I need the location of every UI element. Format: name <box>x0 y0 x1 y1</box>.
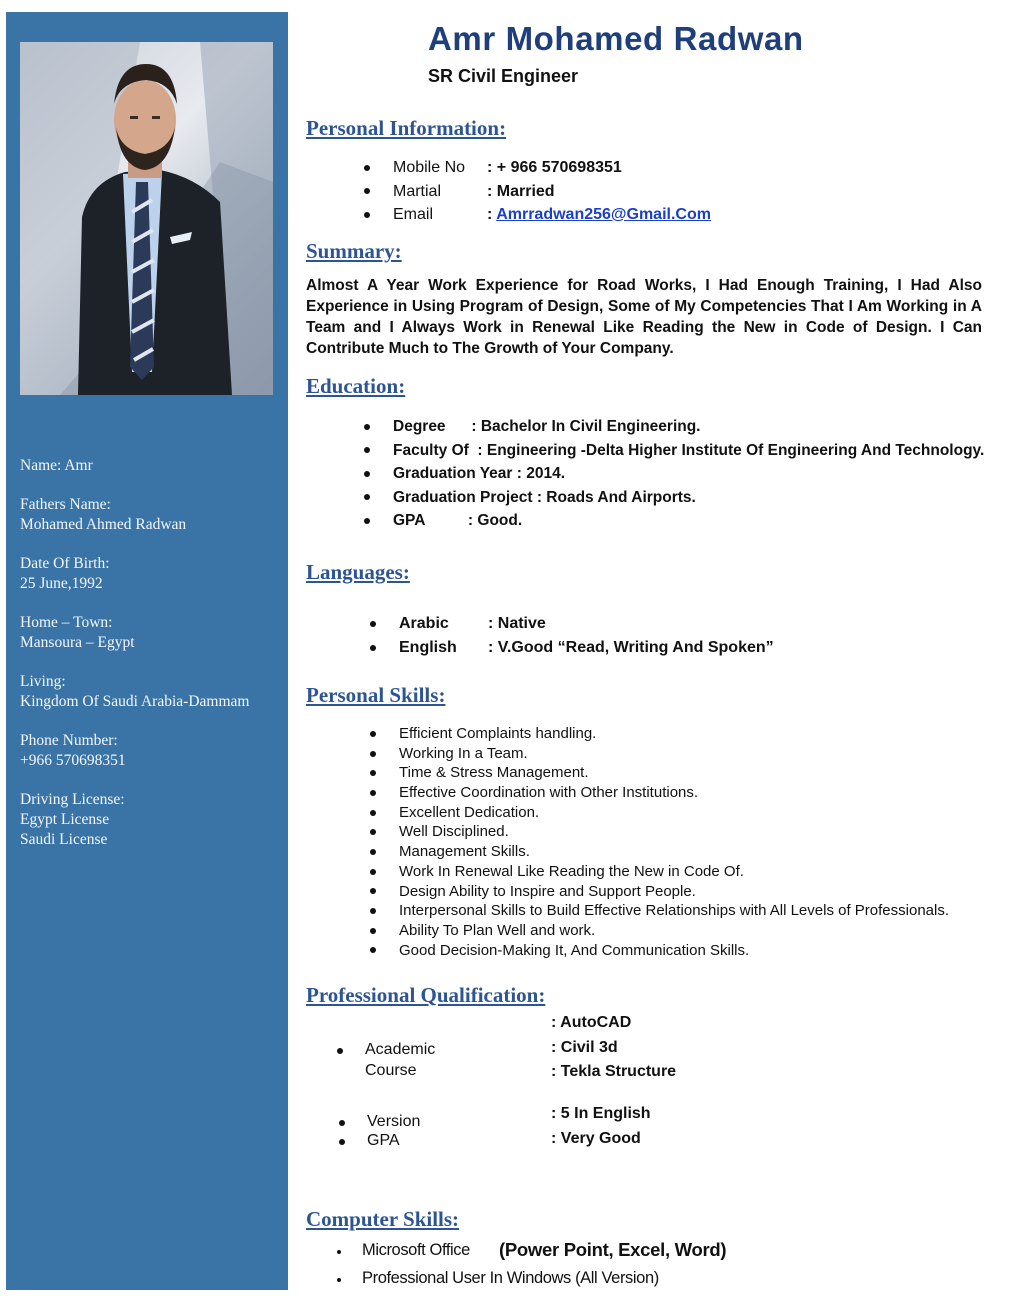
personal-information-heading: Personal Information: <box>306 116 507 140</box>
candidate-name: Amr Mohamed Radwan <box>428 20 804 57</box>
sidebar-detail-line: Name: Amr <box>20 457 93 474</box>
list-item: Arabic : Native <box>399 612 774 636</box>
sidebar-detail-line: Mansoura – Egypt <box>20 634 135 651</box>
microsoft-office-apps: (Power Point, Excel, Word) <box>499 1239 727 1260</box>
sidebar-detail-line: Egypt License <box>20 811 110 828</box>
languages-heading: Languages: <box>306 560 410 584</box>
sidebar-detail-block <box>20 456 282 476</box>
sidebar-detail-block <box>20 672 282 712</box>
bullet-icon <box>337 1250 341 1254</box>
list-item: Martial : Married <box>393 180 711 204</box>
profile-photo <box>20 42 273 395</box>
sidebar-detail-line: +966 570698351 <box>20 752 126 769</box>
list-item: Good Decision-Making It, And Communication Skills. <box>399 941 949 961</box>
list-item: Work In Renewal Like Reading the New in Code Of. <box>399 862 949 882</box>
summary-heading: Summary: <box>306 239 402 263</box>
sidebar-detail-line: Kingdom Of Saudi Arabia-Dammam <box>20 693 250 710</box>
list-item: Graduation Year : 2014. <box>393 462 984 486</box>
list-item: Design Ability to Inspire and Support People. <box>399 882 949 902</box>
list-item: Graduation Project : Roads And Airports. <box>393 486 984 510</box>
list-item: Time & Stress Management. <box>399 763 949 783</box>
list-item: Ability To Plan Well and work. <box>399 921 949 941</box>
job-title: SR Civil Engineer <box>428 66 579 86</box>
academic-course-label-line2: Course <box>365 1062 417 1079</box>
sidebar-detail-block <box>20 731 282 771</box>
sidebar-detail-line: Fathers Name: <box>20 496 111 513</box>
bullet-icon <box>339 1120 345 1126</box>
windows-skill: Professional User In Windows (All Version) <box>362 1269 659 1287</box>
sidebar-detail-line: Date Of Birth: <box>20 555 110 572</box>
list-item: Efficient Complaints handling. <box>399 724 949 744</box>
sidebar-detail-line: 25 June,1992 <box>20 575 103 592</box>
bullet-icon <box>339 1139 345 1145</box>
gpa-value: : Very Good <box>551 1130 641 1147</box>
summary-text: Almost A Year Work Experience for Road Works, I Had Enough Training, I Had Also Experience in Using Program of Design, Some of My Competencies That I Am Working in A Team and I Always Work in Renewal Like Reading the New in Code of Design. I Can Contribute Much to The Growth of Your Company. <box>306 277 982 357</box>
education-list <box>393 415 984 533</box>
list-item: Excellent Dedication. <box>399 803 949 823</box>
gpa-label: GPA <box>367 1132 400 1149</box>
course-value: : Tekla Structure <box>551 1063 677 1080</box>
list-item: Degree : Bachelor In Civil Engineering. <box>393 415 984 439</box>
sidebar-personal-details <box>20 456 282 869</box>
microsoft-office-label: Microsoft Office <box>362 1241 470 1259</box>
list-item: Mobile No : + 966 570698351 <box>393 156 711 180</box>
sidebar-detail-block <box>20 613 282 653</box>
academic-course-label-line1: Academic <box>365 1041 436 1058</box>
sidebar-detail-line: Phone Number: <box>20 732 118 749</box>
sidebar-detail-line: Driving License: <box>20 791 125 808</box>
bullet-icon <box>337 1278 341 1282</box>
list-item: Well Disciplined. <box>399 822 949 842</box>
course-value: : Civil 3d <box>551 1039 618 1056</box>
sidebar-detail-line: Living: <box>20 673 66 690</box>
sidebar-detail-block <box>20 554 282 594</box>
languages-list <box>399 612 774 660</box>
bullet-icon <box>337 1048 343 1054</box>
personal-skills-heading: Personal Skills: <box>306 683 446 707</box>
list-item: GPA : Good. <box>393 509 984 533</box>
version-value: : 5 In English <box>551 1105 651 1122</box>
list-item: Effective Coordination with Other Institutions. <box>399 783 949 803</box>
sidebar-detail-line: Saudi License <box>20 831 108 848</box>
professional-qualification-heading: Professional Qualification: <box>306 983 546 1007</box>
education-heading: Education: <box>306 374 406 398</box>
list-item: Management Skills. <box>399 842 949 862</box>
personal-information-list <box>393 156 711 227</box>
sidebar-detail-line: Home – Town: <box>20 614 113 631</box>
email-link[interactable]: Amrradwan256@Gmail.Com <box>496 206 711 223</box>
list-item: Interpersonal Skills to Build Effective Relationships with All Levels of Professionals. <box>399 902 949 920</box>
sidebar-detail-line: Mohamed Ahmed Radwan <box>20 516 187 533</box>
course-value: : AutoCAD <box>551 1014 632 1031</box>
version-label: Version <box>367 1113 421 1130</box>
list-item: English : V.Good “Read, Writing And Spoken” <box>399 636 774 660</box>
computer-skills-heading: Computer Skills: <box>306 1207 460 1231</box>
list-item: Working In a Team. <box>399 744 949 764</box>
sidebar-detail-block <box>20 495 282 535</box>
personal-skills-list <box>399 724 949 960</box>
list-item: Email : Amrradwan256@Gmail.Com <box>393 203 711 227</box>
list-item: Faculty Of : Engineering -Delta Higher Institute Of Engineering And Technology. <box>393 439 984 463</box>
sidebar-detail-block <box>20 790 282 850</box>
